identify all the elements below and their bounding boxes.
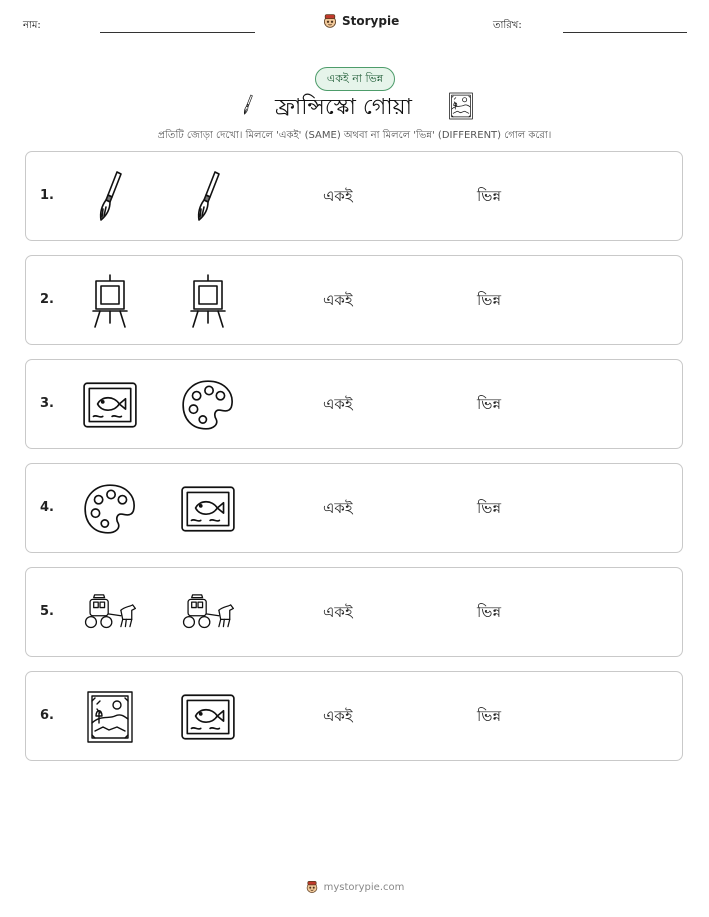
question-number: 2. (40, 292, 54, 307)
option-different[interactable]: ভিন্ন (477, 395, 502, 413)
option-different[interactable]: ভিন্ন (477, 707, 502, 725)
framed-landscape-icon (81, 689, 139, 745)
page-title: ফ্রান্সিস্কো গোয়া (275, 95, 412, 120)
framed-fish-icon (81, 377, 139, 433)
option-same[interactable]: একই (323, 499, 353, 517)
option-different[interactable]: ভিন্ন (477, 499, 502, 517)
title-row (0, 88, 709, 124)
question-number: 1. (40, 188, 54, 203)
date-line[interactable] (563, 32, 687, 33)
palette-icon (179, 377, 237, 433)
framed-fish-icon (179, 689, 237, 745)
easel-icon (179, 273, 237, 329)
question-row (25, 463, 683, 553)
option-same[interactable]: একই (323, 291, 353, 309)
carriage-icon (81, 585, 139, 641)
brand-logo (322, 13, 399, 29)
instructions: প্রতিটি জোড়া দেখো। মিললে 'একই' (SAME) অথবা না মিললে 'ভিন্ন' (DIFFERENT) গোল করো। (157, 130, 552, 141)
framed-landscape-icon (448, 91, 474, 121)
question-number: 4. (40, 500, 54, 515)
paintbrush-icon (179, 169, 237, 225)
footer-url[interactable]: mystorypie.com (323, 881, 405, 893)
question-row (25, 567, 683, 657)
paintbrush-icon (240, 92, 256, 118)
carriage-icon (179, 585, 237, 641)
option-different[interactable]: ভিন্ন (477, 603, 502, 621)
paintbrush-icon (81, 169, 139, 225)
storypie-mascot-icon (322, 13, 338, 29)
framed-fish-icon (179, 481, 237, 537)
name-line[interactable] (100, 32, 255, 33)
option-different[interactable]: ভিন্ন (477, 187, 502, 205)
option-same[interactable]: একই (323, 187, 353, 205)
option-different[interactable]: ভিন্ন (477, 291, 502, 309)
storypie-mascot-icon (305, 880, 319, 894)
footer (0, 880, 709, 894)
easel-icon (81, 273, 139, 329)
brand-name: Storypie (342, 14, 400, 28)
question-number: 3. (40, 396, 54, 411)
palette-icon (81, 481, 139, 537)
option-same[interactable]: একই (323, 395, 353, 413)
question-number: 6. (40, 708, 54, 723)
question-row (25, 671, 683, 761)
option-same[interactable]: একই (323, 707, 353, 725)
question-number: 5. (40, 604, 54, 619)
question-row (25, 151, 683, 241)
name-label: নাম: (23, 20, 41, 31)
question-row (25, 255, 683, 345)
option-same[interactable]: একই (323, 603, 353, 621)
question-row (25, 359, 683, 449)
date-label: তারিখ: (493, 20, 522, 31)
worksheet-type-badge: একই না ভিন্ন (315, 67, 395, 91)
